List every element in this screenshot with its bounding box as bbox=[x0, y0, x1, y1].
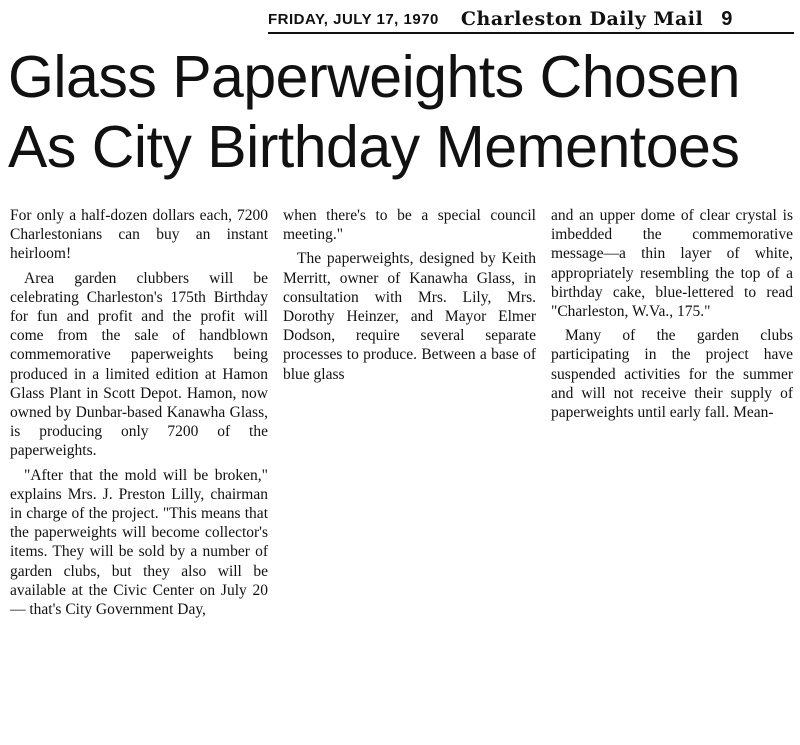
article-column-1 bbox=[10, 206, 268, 619]
masthead bbox=[268, 6, 794, 34]
headline-line-2: As City Birthday Mementoes bbox=[8, 114, 740, 180]
publication-date: FRIDAY, JULY 17, 1970 bbox=[268, 10, 439, 28]
article-column-2 bbox=[283, 206, 536, 389]
article-column-3 bbox=[551, 206, 793, 427]
headline-line-1: Glass Paperweights Chosen bbox=[8, 44, 740, 110]
article-paragraph: For only a half-dozen dollars each, 7200 Charlestonians can buy an instant heirloom! bbox=[10, 207, 268, 263]
article-paragraph: "After that the mold will be broken," explains Mrs. J. Preston Lilly, chairman in charge of the project. "This means that the paperweights will become collector's items. They will be sold by a number of garden clubs, but they also will be available at the Civic Center on July 20 — that's City Government Day, bbox=[10, 466, 268, 619]
page-number: 9 bbox=[721, 7, 733, 30]
article-paragraph: Many of the garden clubs participating in the project have suspended activities for the summer and will not receive their supply of paperweights until early fall. Mean- bbox=[551, 327, 793, 422]
article-paragraph: when there's to be a special council meeting." bbox=[283, 207, 536, 244]
headline bbox=[8, 42, 798, 182]
article-paragraph: Area garden clubbers will be celebrating Charleston's 175th Birthday for fun and profit and the profit will come from the sale of handblown commemorative paperweights being produced in a limited edition at Hamon Glass Plant in Scott Depot. Hamon, now owned by Dunbar-based Kanawha Glass, is producing only 7200 of the paperweights. bbox=[10, 269, 268, 460]
newspaper-name: Charleston Daily Mail bbox=[460, 8, 704, 30]
article-paragraph: and an upper dome of clear crystal is imbedded the commemorative message—a thin layer of white, appropriately resembling the top of a birthday cake, blue-lettered to read "Charleston, W.Va., 175." bbox=[551, 207, 793, 321]
article-paragraph: The paperweights, designed by Keith Merritt, owner of Kanawha Glass, in consultation with Mrs. Lily, Mrs. Dorothy Heinzer, and Mayor Elmer Dodson, require several separate processes to produce. Between a base of blue glass bbox=[283, 250, 536, 383]
